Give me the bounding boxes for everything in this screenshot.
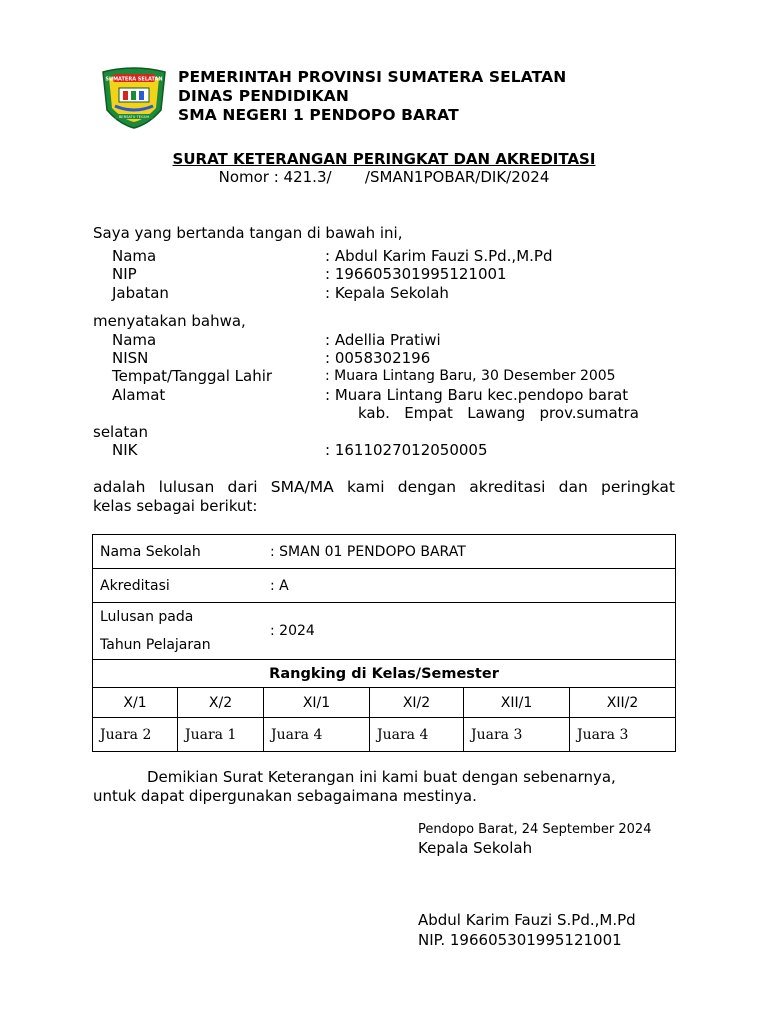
ranking-header: Rangking di Kelas/Semester — [93, 660, 676, 688]
rank-cell: Juara 3 — [464, 718, 570, 752]
graduation-year-value: : 2024 — [270, 623, 315, 639]
letterhead-line-1: PEMERINTAH PROVINSI SUMATERA SELATAN — [178, 68, 567, 86]
student-name-label: Nama — [112, 331, 157, 349]
student-birth-value: : Muara Lintang Baru, 30 Desember 2005 — [325, 368, 616, 384]
closing-line-1: Demikian Surat Keterangan ini kami buat dengan sebenarnya, — [147, 768, 616, 786]
rank-cell: Juara 2 — [93, 718, 178, 752]
semester-header: X/2 — [178, 688, 264, 718]
signer-nip-label: NIP — [112, 265, 137, 283]
graduation-label-1: Lulusan pada — [100, 609, 194, 625]
school-emblem-logo — [99, 66, 169, 130]
place-date: Pendopo Barat, 24 September 2024 — [418, 822, 652, 837]
signer-nip-value: : 196605301995121001 — [325, 265, 507, 283]
rank-cell: Juara 4 — [264, 718, 370, 752]
student-nik-value: : 1611027012050005 — [325, 441, 488, 459]
graduation-year-cell — [93, 603, 676, 660]
table-row — [93, 569, 676, 603]
school-name-cell — [93, 535, 676, 569]
student-nisn-label: NISN — [112, 349, 149, 367]
logo-text-top: SUMATERA SELATAN — [105, 76, 163, 83]
accreditation-cell — [93, 569, 676, 603]
rank-cell: Juara 1 — [178, 718, 264, 752]
graduation-label-2: Tahun Pelajaran — [100, 637, 211, 653]
student-name-value: : Adellia Pratiwi — [325, 331, 441, 349]
school-name-value: : SMAN 01 PENDOPO BARAT — [270, 543, 466, 560]
school-name-label: Nama Sekolah — [100, 543, 201, 560]
accreditation-value: : A — [270, 577, 289, 594]
statement-line-1: adalah lulusan dari SMA/MA kami dengan akreditasi dan peringkat — [93, 478, 675, 496]
semester-header: XII/1 — [464, 688, 570, 718]
signer-position-label: Jabatan — [112, 284, 169, 302]
semester-header: XII/2 — [570, 688, 676, 718]
table-row — [93, 535, 676, 569]
student-nisn-value: : 0058302196 — [325, 349, 431, 367]
table-row — [93, 603, 676, 660]
table-row — [93, 718, 676, 752]
signature-name: Abdul Karim Fauzi S.Pd.,M.Pd — [418, 911, 636, 929]
student-address-label: Alamat — [112, 386, 166, 404]
accreditation-label: Akreditasi — [100, 577, 170, 594]
table-row — [93, 688, 676, 718]
student-address-wrap: selatan — [93, 423, 148, 441]
letterhead-line-2: DINAS PENDIDIKAN — [178, 87, 349, 105]
student-nik-label: NIK — [112, 441, 138, 459]
semester-header: X/1 — [93, 688, 178, 718]
signer-name-label: Nama — [112, 247, 157, 265]
semester-header: XI/2 — [370, 688, 464, 718]
signer-name-value: : Abdul Karim Fauzi S.Pd.,M.Pd — [325, 247, 553, 265]
document-title: SURAT KETERANGAN PERINGKAT DAN AKREDITASI — [172, 150, 596, 168]
signer-position-value: : Kepala Sekolah — [325, 284, 449, 302]
rank-cell: Juara 3 — [570, 718, 676, 752]
student-address-value: : Muara Lintang Baru kec.pendopo barat — [325, 386, 629, 404]
letterhead-line-3: SMA NEGERI 1 PENDOPO BARAT — [178, 106, 459, 124]
declares-text: menyatakan bahwa, — [93, 312, 246, 330]
student-address-continuation: kab. Empat Lawang prov.sumatra — [358, 404, 639, 422]
logo-text-bottom: BERSATU TEGUH — [118, 115, 150, 119]
semester-header: XI/1 — [264, 688, 370, 718]
closing-line-2: untuk dapat dipergunakan sebagaimana mestinya. — [93, 787, 477, 805]
signature-position: Kepala Sekolah — [418, 839, 533, 857]
document-number: Nomor : 421.3/ /SMAN1POBAR/DIK/2024 — [218, 168, 550, 186]
student-birth-label: Tempat/Tanggal Lahir — [112, 367, 273, 385]
statement-line-2: kelas sebagai berikut: — [93, 497, 258, 515]
school-info-table — [92, 534, 676, 752]
intro-text: Saya yang bertanda tangan di bawah ini, — [93, 224, 403, 242]
rank-cell: Juara 4 — [370, 718, 464, 752]
signature-nip: NIP. 196605301995121001 — [418, 931, 622, 949]
table-row — [93, 660, 676, 688]
